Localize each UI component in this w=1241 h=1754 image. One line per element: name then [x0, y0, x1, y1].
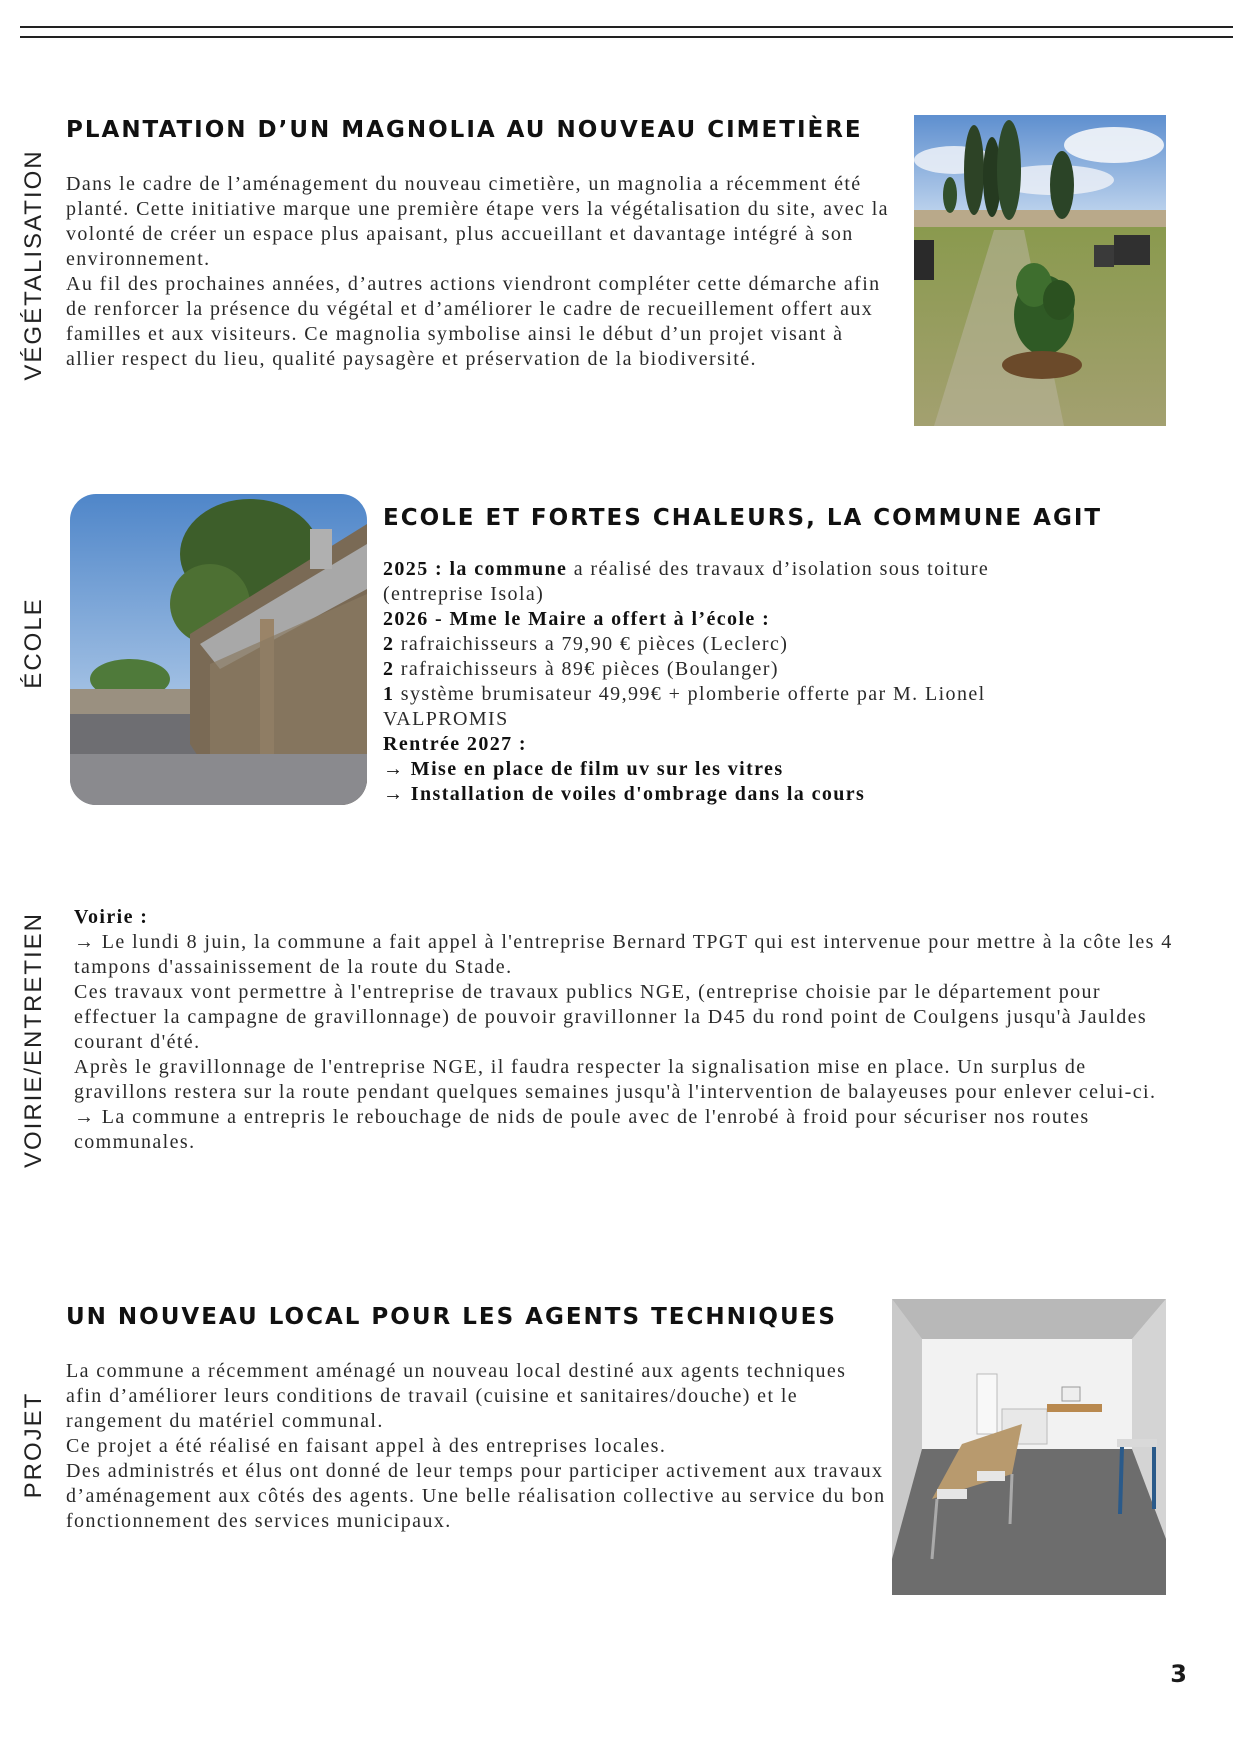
ecole-line-7	[383, 757, 1083, 782]
section-title-ecole: ECOLE ET FORTES CHALEURS, LA COMMUNE AGIT	[383, 505, 1103, 531]
magnolia-paragraph-2: Au fil des prochaines années, d’autres actions viendront compléter cette démarche afin de renforcer la présence du végétal et d’améliorer le cadre de recueillement offert aux familles et aux visiteurs. Ce magnolia symbolise ainsi le début d’un projet visant à allier respect du lieu, qualité paysagère et préservation de la biodiversité.	[66, 273, 881, 370]
local-text	[66, 1359, 886, 1534]
side-label-projet: PROJET	[20, 1391, 47, 1499]
ecole-text	[383, 557, 1083, 807]
voirie-heading	[74, 905, 1174, 930]
school-photo	[70, 494, 367, 805]
ecole-line-8-bold: → Installation de voiles d'ombrage dans la cours	[383, 783, 866, 805]
ecole-line-6	[383, 732, 1083, 757]
ecole-line-5-rest: système brumisateur 49,99€ + plomberie offerte par M. Lionel VALPROMIS	[383, 683, 986, 730]
voirie-paragraph-4: → La commune a entrepris le rebouchage de nids de poule avec de l'enrobé à froid pour sécuriser nos routes communales.	[74, 1106, 1090, 1153]
ecole-line-7-bold: → Mise en place de film uv sur les vitres	[383, 758, 784, 780]
ecole-line-3-num: 2	[383, 633, 395, 655]
top-rule-secondary	[20, 36, 1233, 38]
local-paragraph-2: Ce projet a été réalisé en faisant appel à des entreprises locales.	[66, 1435, 667, 1457]
local-paragraph-1: La commune a récemment aménagé un nouveau local destiné aux agents techniques afin d’améliorer leurs conditions de travail (cuisine et sanitaires/douche) et le rangement du matériel communal.	[66, 1360, 847, 1432]
ecole-line-5	[383, 682, 1083, 732]
side-label-voirie: VOIRIE/ENTRETIEN	[20, 911, 47, 1169]
magnolia-photo	[914, 115, 1166, 426]
ecole-line-2-bold: 2026 - Mme le Maire a offert à l’école :	[383, 608, 771, 630]
voirie-paragraph-1: → Le lundi 8 juin, la commune a fait appel à l'entreprise Bernard TPGT qui est intervenue pour mettre à la côte les 4 tampons d'assainissement de la route du Stade.	[74, 931, 1173, 978]
ecole-line-1-rest: a réalisé des travaux d’isolation sous toiture (entreprise Isola)	[383, 558, 990, 605]
section-title-local: UN NOUVEAU LOCAL POUR LES AGENTS TECHNIQUES	[66, 1304, 837, 1330]
ecole-line-5-num: 1	[383, 683, 395, 705]
voirie-paragraph-2: Ces travaux vont permettre à l'entreprise de travaux publics NGE, (entreprise choisie par le département pour effectuer la campagne de gravillonnage) de pouvoir gravillonner la D45 du rond point de Coulgens jusqu'à Jauldes courant d'été.	[74, 981, 1148, 1053]
ecole-line-4	[383, 657, 1083, 682]
voirie-heading-text: Voirie :	[74, 906, 149, 928]
ecole-line-2	[383, 607, 1083, 632]
page-number: 3	[1170, 1660, 1187, 1688]
local-photo	[892, 1299, 1166, 1595]
side-label-ecole: ÉCOLE	[20, 597, 47, 689]
ecole-line-4-rest: rafraichisseurs à 89€ pièces (Boulanger)	[394, 658, 779, 680]
ecole-line-1	[383, 557, 1083, 607]
ecole-line-3-rest: rafraichisseurs a 79,90 € pièces (Leclerc)	[394, 633, 789, 655]
ecole-line-6-bold: Rentrée 2027 :	[383, 733, 527, 755]
ecole-line-3	[383, 632, 1083, 657]
voirie-paragraph-3: Après le gravillonnage de l'entreprise NGE, il faudra respecter la signalisation mise en place. Un surplus de gravillons restera sur la route pendant quelques semaines jusqu'à l'intervention de balayeuses pour enlever celui-ci.	[74, 1056, 1157, 1103]
local-paragraph-3: Des administrés et élus ont donné de leur temps pour participer activement aux travaux d’aménagement aux côtés des agents. Une belle réalisation collective au service du bon fonctionnement des services municipaux.	[66, 1460, 886, 1532]
magnolia-text	[66, 172, 896, 372]
ecole-line-8	[383, 782, 1083, 807]
ecole-line-1-bold: 2025 : la commune	[383, 558, 568, 580]
section-title-magnolia: PLANTATION D’UN MAGNOLIA AU NOUVEAU CIMETIÈRE	[66, 117, 863, 143]
magnolia-paragraph-1: Dans le cadre de l’aménagement du nouveau cimetière, un magnolia a récemment été planté. Cette initiative marque une première étape vers la végétalisation du site, avec la volonté de créer un espace plus apaisant, plus accueillant et davantage intégré à son environnement.	[66, 173, 889, 270]
side-label-vegetalisation: VÉGÉTALISATION	[20, 149, 47, 381]
ecole-line-4-num: 2	[383, 658, 395, 680]
top-rule	[20, 26, 1233, 28]
voirie-text	[74, 905, 1174, 1155]
